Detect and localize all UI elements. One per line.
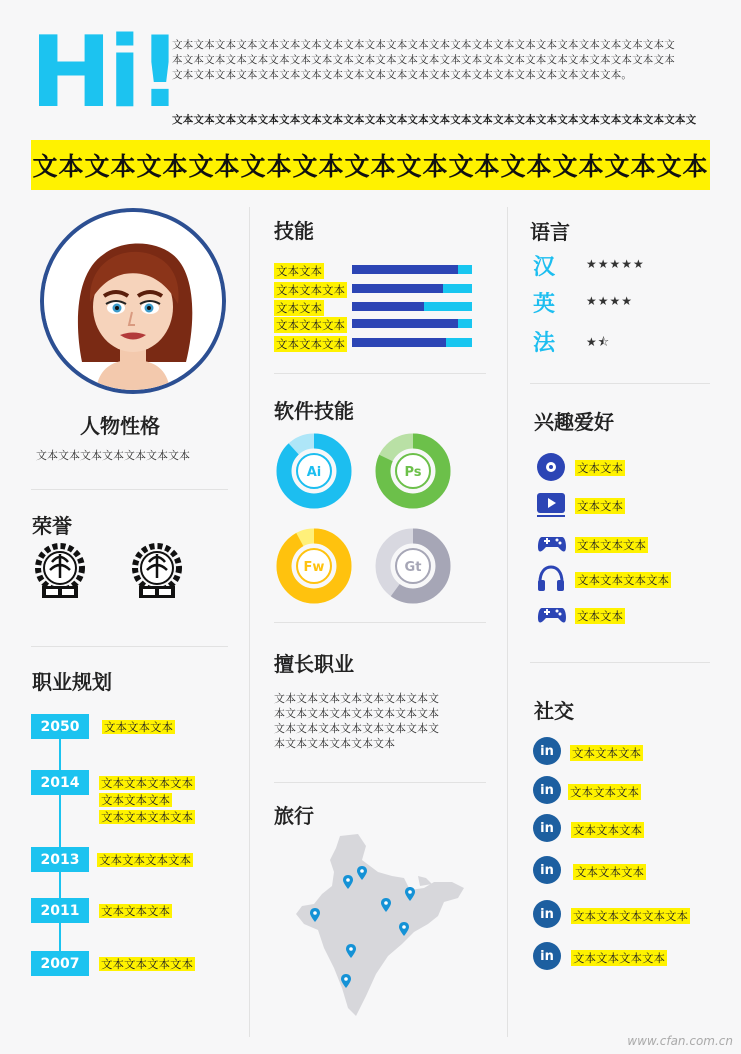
language-stars: ★★★★★ (586, 257, 645, 271)
software-title: 软件技能 (274, 399, 354, 423)
timeline-entry-line (102, 718, 175, 735)
skill-label: 文本文本 (276, 264, 322, 278)
career-title: 职业规划 (32, 670, 112, 694)
woman-portrait-icon (44, 212, 222, 390)
software-donut (276, 433, 352, 509)
software-name: Ai (306, 465, 322, 480)
skill-bar-fill (352, 265, 458, 274)
timeline-line (59, 720, 61, 972)
gt-donut-chart (375, 528, 451, 604)
language-stars: ★⯪ (586, 335, 611, 349)
timeline-entry-line (99, 808, 195, 825)
gamepad-icon (536, 600, 568, 630)
profession-text (274, 691, 439, 751)
timeline-entry-text: 文本文本文本文本 (101, 810, 193, 824)
timeline-entry-line (99, 774, 195, 791)
map-pin-icon (399, 921, 409, 940)
software-name: Gt (404, 560, 422, 575)
skill-bar (352, 265, 472, 274)
linkedin-icon[interactable]: in (533, 856, 561, 884)
skill-bar-fill (352, 302, 424, 311)
social-title: 社交 (534, 699, 574, 723)
skill-bar (352, 284, 472, 293)
map-pin-icon (346, 943, 356, 962)
banner: 文本文本文本文本文本文本文本文本文本文本文本文本文本 (31, 140, 710, 190)
india-map (292, 832, 468, 1022)
timeline-entry-line (97, 851, 193, 868)
timeline-year-badge: 2014 (31, 770, 89, 795)
software-name: Ps (404, 465, 422, 480)
skill-bar (352, 338, 472, 347)
section-divider (274, 622, 486, 623)
linkedin-icon[interactable]: in (533, 737, 561, 765)
timeline-entry-line (99, 902, 172, 919)
social-label: 文本文本文本 (573, 823, 642, 837)
skill-row (274, 263, 474, 277)
timeline-entry-text: 文本文本文本 (104, 720, 173, 734)
section-divider (31, 646, 228, 647)
timeline-year-badge: 2013 (31, 847, 89, 872)
skill-bar-fill (352, 338, 446, 347)
column-divider-left (249, 207, 250, 1037)
personality-title: 人物性格 (80, 414, 160, 438)
hobby-label: 文本文本文本文本 (577, 573, 669, 587)
skill-bar-fill (352, 284, 443, 293)
languages-title: 语言 (530, 220, 570, 244)
hobbies-title: 兴趣爱好 (534, 410, 614, 434)
social-label: 文本文本文本 (575, 865, 644, 879)
timeline-year-badge: 2007 (31, 951, 89, 976)
linkedin-icon[interactable]: in (533, 776, 561, 804)
hobby-label: 文本文本 (577, 609, 623, 623)
software-donut (276, 528, 352, 604)
profession-title: 擅长职业 (274, 652, 354, 676)
skill-row (274, 300, 474, 314)
linkedin-icon[interactable]: in (533, 814, 561, 842)
skill-label: 文本文本文本 (276, 283, 345, 297)
map-pin-icon (310, 907, 320, 926)
skills-title: 技能 (274, 219, 314, 243)
profession-line: 本文本文本文本文本文本 (274, 737, 395, 750)
linkedin-icon[interactable]: in (533, 942, 561, 970)
skill-bar-fill (352, 319, 458, 328)
software-donut (375, 528, 451, 604)
headphones-icon (536, 564, 568, 594)
timeline-entry (99, 955, 195, 972)
timeline-entry-line (99, 955, 195, 972)
map-pin-icon (405, 886, 415, 905)
intro-text: 文本文本文本文本文本文本文本文本文本文本文本文本文本文本文本文本文本文本文本文本文本文本文本文本文本文本文本文本文本文本文本文本文本文本文本文本文本文本文本文本文本文本文本文本文本文本文本文本文本文本文本文本文本文本文本文本文本文本文本文本文本文本文本文本文本文本文本文本。 (172, 39, 675, 81)
section-divider (31, 489, 228, 490)
map-pin-icon (343, 874, 353, 893)
hobby-label: 文本文本文本 (577, 538, 646, 552)
profession-line: 文本文本文本文本文本文本文本文 (274, 692, 439, 705)
profession-line: 本文本文本文本文本文本文本文本 (274, 707, 439, 720)
honors-title: 荣誉 (32, 514, 72, 538)
skill-bar (352, 319, 472, 328)
timeline-year-badge: 2050 (31, 714, 89, 739)
ps-donut-chart (375, 433, 451, 509)
timeline-entry-text: 文本文本文本 (101, 904, 170, 918)
section-divider (274, 782, 486, 783)
honor-emblem-icon (32, 542, 88, 606)
timeline-entry (102, 718, 175, 735)
avatar (40, 208, 226, 394)
skill-label: 文本文本文本 (276, 318, 345, 332)
skill-label: 文本文本 (276, 301, 322, 315)
timeline-entry (97, 851, 193, 868)
section-divider (530, 662, 710, 663)
social-label: 文本文本文本文本 (573, 951, 665, 965)
timeline-entry (99, 902, 172, 919)
social-label: 文本文本文本 (572, 746, 641, 760)
fw-donut-chart (276, 528, 352, 604)
skill-row (274, 282, 474, 296)
software-donut (375, 433, 451, 509)
travel-title: 旅行 (274, 804, 314, 828)
map-pin-icon (357, 865, 367, 884)
language-char: 汉 (533, 255, 556, 280)
skill-bar (352, 302, 472, 311)
gamepad-icon (536, 529, 568, 559)
personality-text: 文本文本文本文本文本文本文本 (36, 449, 190, 462)
timeline-entry-text: 文本文本文本文本 (101, 957, 193, 971)
timeline-entry-text: 文本文本文本文本 (99, 853, 191, 867)
social-label: 文本文本文本文本文本 (573, 909, 688, 923)
watermark: www.cfan.com.cn (627, 1034, 733, 1048)
map-pin-icon (381, 897, 391, 916)
skill-label: 文本文本文本 (276, 337, 345, 351)
software-name: Fw (303, 560, 325, 575)
timeline-entry-text: 文本文本文本文本 (101, 776, 193, 790)
intro-bold-text: 文本文本文本文本文本文本文本文本文本文本文本文本文本文本文本文本文本文本文本文本文本文本文本文本文 (172, 114, 697, 126)
timeline-entry-text: 文本文本文本 (101, 793, 170, 807)
profession-line: 文本文本文本文本文本文本文本文 (274, 722, 439, 735)
ai-donut-chart (276, 433, 352, 509)
section-divider (530, 383, 710, 384)
language-char: 英 (533, 292, 556, 317)
honor-emblem-icon (129, 542, 185, 606)
timeline-year-badge: 2011 (31, 898, 89, 923)
timeline-entry-line (99, 791, 195, 808)
social-label: 文本文本文本 (570, 785, 639, 799)
video-play-icon (536, 490, 568, 520)
language-stars: ★★★★ (586, 294, 634, 308)
section-divider (274, 373, 486, 374)
linkedin-icon[interactable]: in (533, 900, 561, 928)
timeline-entry (99, 774, 195, 825)
language-char: 法 (533, 331, 556, 356)
hobby-label: 文本文本 (577, 499, 623, 513)
skill-row (274, 336, 474, 350)
skill-row (274, 317, 474, 331)
hi-heading: Hi! (30, 16, 179, 130)
music-disc-icon (536, 452, 568, 482)
column-divider-right (507, 207, 508, 1037)
map-pin-icon (341, 973, 351, 992)
hobby-label: 文本文本 (577, 461, 623, 475)
